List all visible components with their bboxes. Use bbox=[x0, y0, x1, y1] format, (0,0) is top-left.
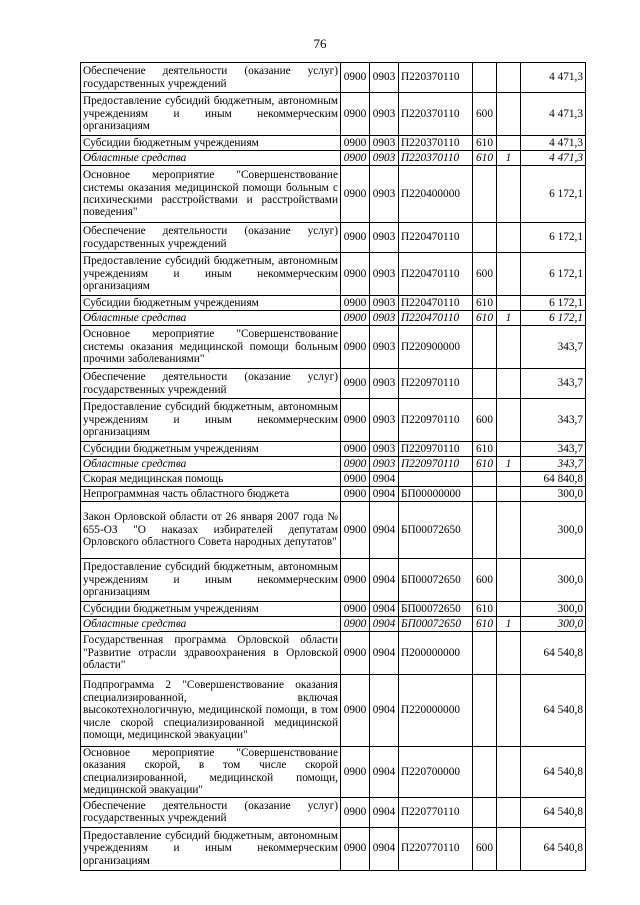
cell-amount: 300,0 bbox=[521, 502, 586, 559]
cell-amount: 300,0 bbox=[521, 617, 586, 632]
cell-section: 0904 bbox=[370, 472, 399, 487]
cell-amount: 64 540,8 bbox=[521, 747, 586, 798]
cell-target-article: П220770110 bbox=[399, 827, 473, 870]
table-row bbox=[81, 617, 586, 632]
cell-source bbox=[497, 166, 521, 223]
page-number: 76 bbox=[313, 36, 327, 51]
cell-amount: 343,7 bbox=[521, 369, 586, 399]
cell-amount: 343,7 bbox=[521, 326, 586, 369]
cell-expense-type bbox=[473, 326, 497, 369]
cell-grbs: 0900 bbox=[341, 369, 370, 399]
cell-target-article: П220700000 bbox=[399, 747, 473, 798]
cell-source bbox=[497, 399, 521, 442]
cell-target-article: П220370110 bbox=[399, 136, 473, 151]
cell-expense-type bbox=[473, 223, 497, 253]
cell-source bbox=[497, 136, 521, 151]
cell-expense-type: 600 bbox=[473, 253, 497, 296]
cell-section: 0904 bbox=[370, 827, 399, 870]
cell-section: 0904 bbox=[370, 797, 399, 827]
cell-target-article: БП00072650 bbox=[399, 502, 473, 559]
cell-amount: 64 540,8 bbox=[521, 827, 586, 870]
cell-expense-type: 610 bbox=[473, 296, 497, 311]
cell-name: Обеспечение деятельности (оказание услуг) государственных учреждений bbox=[81, 797, 341, 827]
cell-section: 0903 bbox=[370, 457, 399, 472]
cell-target-article: П220370110 bbox=[399, 93, 473, 136]
cell-source bbox=[497, 797, 521, 827]
cell-source bbox=[497, 487, 521, 502]
cell-target-article: БП00072650 bbox=[399, 617, 473, 632]
table-row bbox=[81, 827, 586, 870]
cell-target-article: БП00000000 bbox=[399, 487, 473, 502]
cell-name: Государственная программа Орловской области "Развитие отрасли здравоохранения в Орловской области" bbox=[81, 632, 341, 675]
cell-name: Основное мероприятие "Совершенствование оказания скорой, в том числе скорой специализированной, медицинской помощи, медицинской эвакуации" bbox=[81, 747, 341, 798]
table-row bbox=[81, 311, 586, 326]
cell-amount: 64 540,8 bbox=[521, 675, 586, 747]
table-row bbox=[81, 472, 586, 487]
cell-target-article: БП00072650 bbox=[399, 602, 473, 617]
cell-grbs: 0900 bbox=[341, 502, 370, 559]
table-row bbox=[81, 151, 586, 166]
cell-name: Областные средства bbox=[81, 151, 341, 166]
cell-section: 0904 bbox=[370, 617, 399, 632]
cell-target-article: П220470110 bbox=[399, 311, 473, 326]
cell-section: 0904 bbox=[370, 559, 399, 602]
table-row bbox=[81, 747, 586, 798]
cell-section: 0903 bbox=[370, 166, 399, 223]
cell-amount: 64 540,8 bbox=[521, 797, 586, 827]
cell-expense-type: 600 bbox=[473, 399, 497, 442]
cell-amount: 6 172,1 bbox=[521, 311, 586, 326]
cell-source bbox=[497, 93, 521, 136]
cell-grbs: 0900 bbox=[341, 472, 370, 487]
cell-source bbox=[497, 326, 521, 369]
cell-source bbox=[497, 747, 521, 798]
cell-grbs: 0900 bbox=[341, 675, 370, 747]
cell-source bbox=[497, 559, 521, 602]
cell-name: Областные средства bbox=[81, 457, 341, 472]
cell-source bbox=[497, 253, 521, 296]
cell-target-article: П220970110 bbox=[399, 442, 473, 457]
table-row bbox=[81, 326, 586, 369]
cell-expense-type: 610 bbox=[473, 617, 497, 632]
cell-grbs: 0900 bbox=[341, 399, 370, 442]
cell-amount: 6 172,1 bbox=[521, 253, 586, 296]
cell-expense-type bbox=[473, 797, 497, 827]
cell-source bbox=[497, 827, 521, 870]
cell-grbs: 0900 bbox=[341, 457, 370, 472]
cell-grbs: 0900 bbox=[341, 151, 370, 166]
cell-expense-type: 600 bbox=[473, 93, 497, 136]
cell-name: Предоставление субсидий бюджетным, автономным учреждениям и иным некоммерческим организациям bbox=[81, 559, 341, 602]
cell-amount: 343,7 bbox=[521, 457, 586, 472]
cell-expense-type bbox=[473, 487, 497, 502]
cell-name: Основное мероприятие "Совершенствование системы оказания медицинской помощи больным с психическими расстройствами и расстройствами поведения" bbox=[81, 166, 341, 223]
cell-amount: 4 471,3 bbox=[521, 151, 586, 166]
cell-section: 0903 bbox=[370, 442, 399, 457]
cell-expense-type bbox=[473, 166, 497, 223]
cell-section: 0904 bbox=[370, 602, 399, 617]
cell-expense-type: 610 bbox=[473, 442, 497, 457]
cell-source bbox=[497, 442, 521, 457]
table-row bbox=[81, 166, 586, 223]
cell-name: Субсидии бюджетным учреждениям bbox=[81, 442, 341, 457]
cell-expense-type: 610 bbox=[473, 457, 497, 472]
cell-expense-type: 610 bbox=[473, 311, 497, 326]
cell-name: Обеспечение деятельности (оказание услуг) государственных учреждений bbox=[81, 63, 341, 93]
cell-target-article: П220900000 bbox=[399, 326, 473, 369]
cell-target-article: П220470110 bbox=[399, 296, 473, 311]
table-row bbox=[81, 502, 586, 559]
cell-target-article: БП00072650 bbox=[399, 559, 473, 602]
cell-grbs: 0900 bbox=[341, 93, 370, 136]
table-row bbox=[81, 675, 586, 747]
cell-amount: 300,0 bbox=[521, 602, 586, 617]
cell-source bbox=[497, 63, 521, 93]
cell-amount: 6 172,1 bbox=[521, 166, 586, 223]
cell-name: Непрограммная часть областного бюджета bbox=[81, 487, 341, 502]
cell-grbs: 0900 bbox=[341, 63, 370, 93]
cell-name: Областные средства bbox=[81, 617, 341, 632]
table-row bbox=[81, 602, 586, 617]
table-row bbox=[81, 369, 586, 399]
table-row bbox=[81, 63, 586, 93]
cell-source bbox=[497, 472, 521, 487]
cell-target-article: П220770110 bbox=[399, 797, 473, 827]
cell-expense-type: 610 bbox=[473, 602, 497, 617]
cell-name: Субсидии бюджетным учреждениям bbox=[81, 602, 341, 617]
cell-name: Обеспечение деятельности (оказание услуг) государственных учреждений bbox=[81, 223, 341, 253]
cell-expense-type bbox=[473, 472, 497, 487]
cell-amount: 343,7 bbox=[521, 442, 586, 457]
cell-name: Субсидии бюджетным учреждениям bbox=[81, 136, 341, 151]
cell-target-article: П220470110 bbox=[399, 253, 473, 296]
cell-target-article: П220370110 bbox=[399, 151, 473, 166]
cell-name: Предоставление субсидий бюджетным, автономным учреждениям и иным некоммерческим организациям bbox=[81, 399, 341, 442]
cell-expense-type: 600 bbox=[473, 827, 497, 870]
table-row bbox=[81, 136, 586, 151]
cell-amount: 4 471,3 bbox=[521, 136, 586, 151]
cell-expense-type bbox=[473, 632, 497, 675]
cell-amount: 4 471,3 bbox=[521, 63, 586, 93]
cell-amount: 300,0 bbox=[521, 487, 586, 502]
table-row bbox=[81, 797, 586, 827]
cell-source bbox=[497, 602, 521, 617]
cell-section: 0903 bbox=[370, 311, 399, 326]
cell-expense-type bbox=[473, 369, 497, 399]
cell-grbs: 0900 bbox=[341, 797, 370, 827]
cell-grbs: 0900 bbox=[341, 487, 370, 502]
cell-grbs: 0900 bbox=[341, 166, 370, 223]
cell-target-article: П220000000 bbox=[399, 675, 473, 747]
cell-section: 0903 bbox=[370, 369, 399, 399]
cell-grbs: 0900 bbox=[341, 747, 370, 798]
cell-section: 0904 bbox=[370, 487, 399, 502]
cell-source bbox=[497, 223, 521, 253]
cell-amount: 300,0 bbox=[521, 559, 586, 602]
cell-name: Субсидии бюджетным учреждениям bbox=[81, 296, 341, 311]
table-row bbox=[81, 93, 586, 136]
cell-expense-type bbox=[473, 747, 497, 798]
table-row bbox=[81, 296, 586, 311]
cell-grbs: 0900 bbox=[341, 311, 370, 326]
cell-target-article: П220970110 bbox=[399, 369, 473, 399]
cell-section: 0903 bbox=[370, 93, 399, 136]
cell-source bbox=[497, 296, 521, 311]
cell-section: 0903 bbox=[370, 136, 399, 151]
cell-target-article: П200000000 bbox=[399, 632, 473, 675]
cell-expense-type bbox=[473, 502, 497, 559]
budget-table bbox=[80, 62, 586, 871]
cell-expense-type bbox=[473, 63, 497, 93]
cell-section: 0903 bbox=[370, 296, 399, 311]
cell-amount: 4 471,3 bbox=[521, 93, 586, 136]
cell-source bbox=[497, 632, 521, 675]
table-row bbox=[81, 442, 586, 457]
cell-name: Предоставление субсидий бюджетным, автономным учреждениям и иным некоммерческим организациям bbox=[81, 253, 341, 296]
cell-grbs: 0900 bbox=[341, 296, 370, 311]
cell-section: 0903 bbox=[370, 63, 399, 93]
cell-section: 0903 bbox=[370, 399, 399, 442]
cell-target-article: П220470110 bbox=[399, 223, 473, 253]
cell-section: 0903 bbox=[370, 253, 399, 296]
cell-target-article: П220400000 bbox=[399, 166, 473, 223]
cell-source: 1 bbox=[497, 151, 521, 166]
cell-expense-type: 600 bbox=[473, 559, 497, 602]
cell-grbs: 0900 bbox=[341, 223, 370, 253]
cell-source: 1 bbox=[497, 311, 521, 326]
cell-expense-type: 610 bbox=[473, 136, 497, 151]
cell-source bbox=[497, 502, 521, 559]
cell-amount: 6 172,1 bbox=[521, 223, 586, 253]
cell-section: 0904 bbox=[370, 675, 399, 747]
cell-target-article: П220370110 bbox=[399, 63, 473, 93]
cell-name: Областные средства bbox=[81, 311, 341, 326]
cell-grbs: 0900 bbox=[341, 617, 370, 632]
cell-source bbox=[497, 369, 521, 399]
cell-section: 0903 bbox=[370, 151, 399, 166]
table-row bbox=[81, 253, 586, 296]
table-row bbox=[81, 457, 586, 472]
cell-grbs: 0900 bbox=[341, 442, 370, 457]
cell-target-article: П220970110 bbox=[399, 457, 473, 472]
cell-grbs: 0900 bbox=[341, 827, 370, 870]
cell-name: Подпрограмма 2 "Совершенствование оказания специализированной, включая высокотехнологичную, медицинской помощи, в том числе скорой специализированной медицинской помощи, медицинской эвакуации" bbox=[81, 675, 341, 747]
cell-section: 0904 bbox=[370, 502, 399, 559]
table-row bbox=[81, 223, 586, 253]
cell-section: 0903 bbox=[370, 223, 399, 253]
cell-name: Предоставление субсидий бюджетным, автономным учреждениям и иным некоммерческим организациям bbox=[81, 93, 341, 136]
cell-expense-type bbox=[473, 675, 497, 747]
cell-grbs: 0900 bbox=[341, 136, 370, 151]
cell-grbs: 0900 bbox=[341, 253, 370, 296]
cell-section: 0904 bbox=[370, 747, 399, 798]
cell-section: 0903 bbox=[370, 326, 399, 369]
cell-name: Скорая медицинская помощь bbox=[81, 472, 341, 487]
cell-amount: 64 540,8 bbox=[521, 632, 586, 675]
table-row bbox=[81, 632, 586, 675]
cell-source: 1 bbox=[497, 457, 521, 472]
cell-target-article: П220970110 bbox=[399, 399, 473, 442]
cell-amount: 343,7 bbox=[521, 399, 586, 442]
cell-name: Обеспечение деятельности (оказание услуг) государственных учреждений bbox=[81, 369, 341, 399]
table-row bbox=[81, 399, 586, 442]
cell-target-article bbox=[399, 472, 473, 487]
table-row bbox=[81, 559, 586, 602]
cell-grbs: 0900 bbox=[341, 632, 370, 675]
cell-expense-type: 610 bbox=[473, 151, 497, 166]
cell-amount: 64 840,8 bbox=[521, 472, 586, 487]
cell-source: 1 bbox=[497, 617, 521, 632]
cell-name: Основное мероприятие "Совершенствование системы оказания медицинской помощи больным прочими заболеваниями" bbox=[81, 326, 341, 369]
table-row bbox=[81, 487, 586, 502]
cell-section: 0904 bbox=[370, 632, 399, 675]
table-body bbox=[81, 63, 586, 871]
cell-name: Закон Орловской области от 26 января 2007 года № 655-ОЗ "О наказах избирателей депутатам Орловского областного Совета народных депутатов" bbox=[81, 502, 341, 559]
cell-amount: 6 172,1 bbox=[521, 296, 586, 311]
cell-name: Предоставление субсидий бюджетным, автономным учреждениям и иным некоммерческим организациям bbox=[81, 827, 341, 870]
cell-grbs: 0900 bbox=[341, 559, 370, 602]
cell-grbs: 0900 bbox=[341, 602, 370, 617]
cell-source bbox=[497, 675, 521, 747]
cell-grbs: 0900 bbox=[341, 326, 370, 369]
